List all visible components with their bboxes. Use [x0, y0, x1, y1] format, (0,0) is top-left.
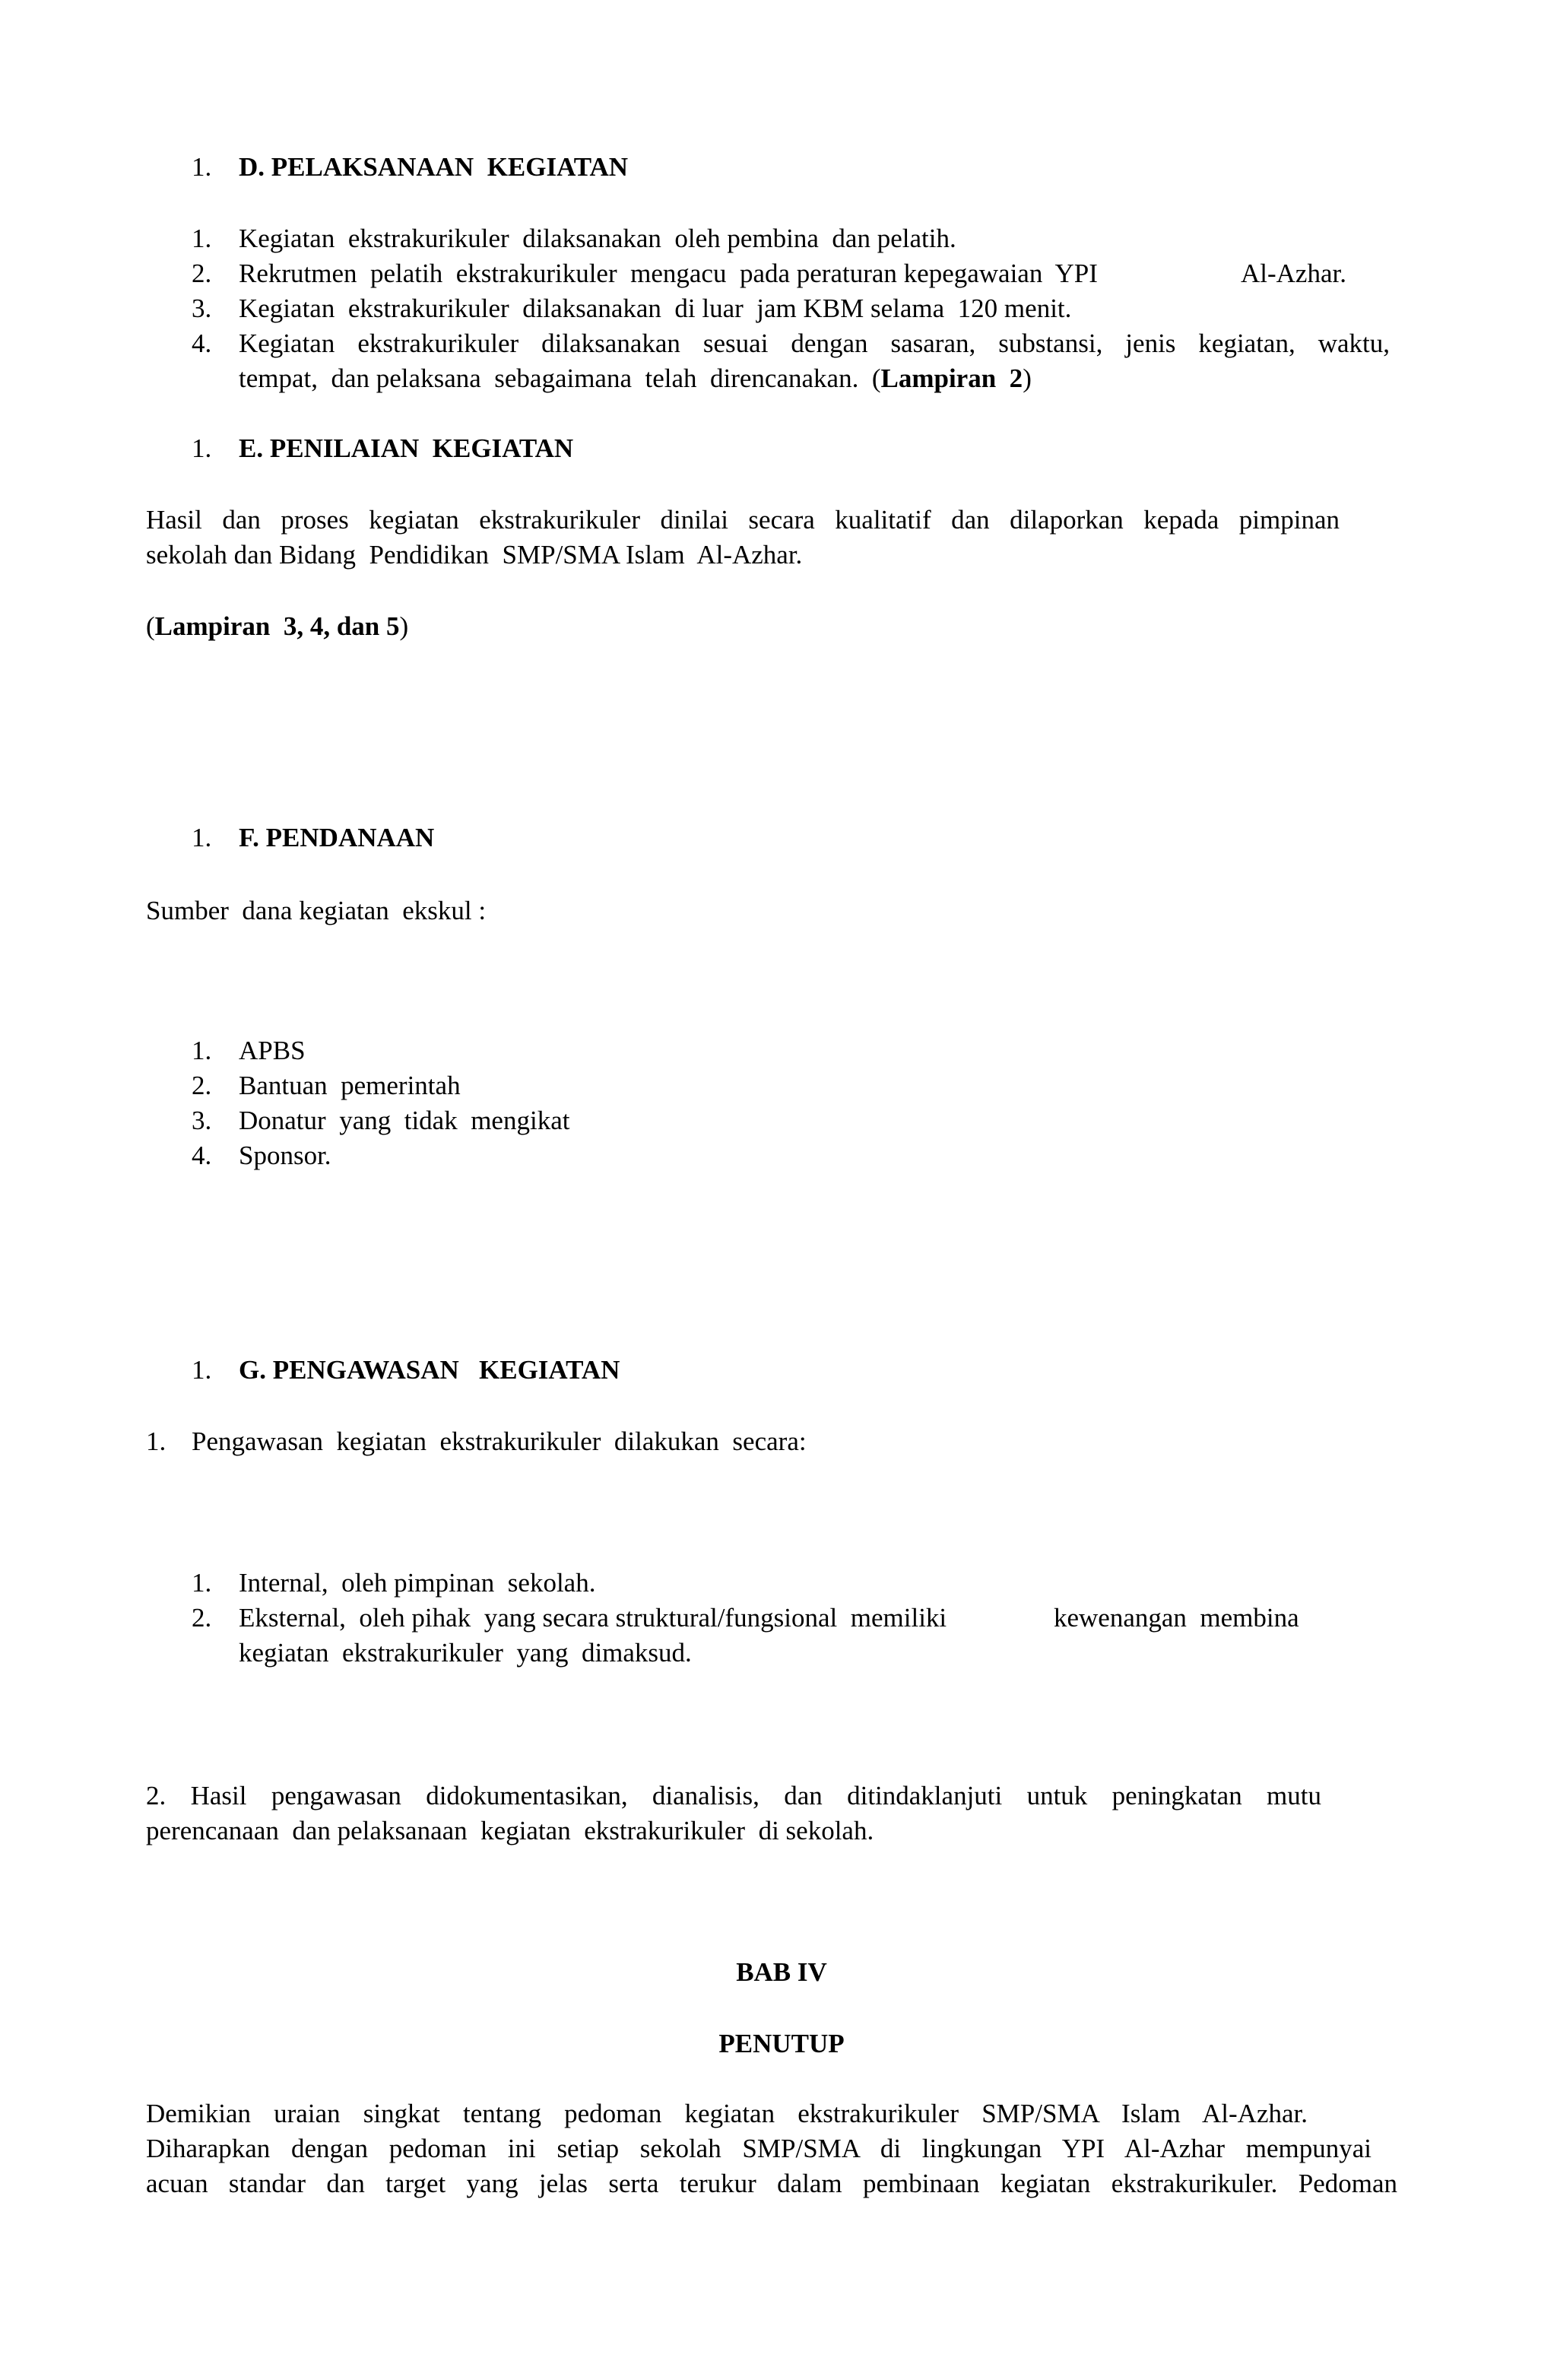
- paren-open: (: [146, 611, 155, 641]
- paragraph-line: 2. Hasil pengawasan didokumentasikan, dianalisis, dan ditindaklanjuti untuk peningkatan mutu: [146, 1781, 1321, 1810]
- list-item-continued: kewenangan membina: [1054, 1603, 1299, 1633]
- list-number: 3.: [192, 1106, 212, 1135]
- list-item: Kegiatan ekstrakurikuler dilaksanakan di luar jam KBM selama 120 menit.: [239, 294, 1072, 323]
- paragraph-line: acuan standar dan target yang jelas serta terukur dalam pembinaan kegiatan ekstrakurikuler. Pedoman: [146, 2169, 1397, 2198]
- list-item: Rekrutmen pelatih ekstrakurikuler mengacu pada peraturan kepegawaian YPI: [239, 259, 1098, 288]
- section-d-heading: D. PELAKSANAAN KEGIATAN: [239, 152, 629, 182]
- list-item: APBS: [239, 1036, 306, 1065]
- list-number: 2.: [192, 1071, 212, 1100]
- appendix-reference: Lampiran 2: [880, 363, 1023, 393]
- list-number: 1.: [146, 1426, 166, 1456]
- list-item: Donatur yang tidak mengikat: [239, 1106, 570, 1135]
- list-item-continued: kegiatan ekstrakurikuler yang dimaksud.: [239, 1638, 692, 1668]
- paragraph-line: Diharapkan dengan pedoman ini setiap sekolah SMP/SMA di lingkungan YPI Al-Azhar mempunyai: [146, 2134, 1371, 2163]
- paragraph-line: sekolah dan Bidang Pendidikan SMP/SMA Islam Al-Azhar.: [146, 540, 803, 570]
- list-item-continued: Al-Azhar.: [1241, 259, 1346, 288]
- list-number: 4.: [192, 328, 212, 358]
- list-item: Bantuan pemerintah: [239, 1071, 461, 1100]
- list-item: Sponsor.: [239, 1141, 331, 1170]
- list-number: 1.: [192, 224, 212, 253]
- list-number: 1.: [192, 1568, 212, 1598]
- list-number: 1.: [192, 1036, 212, 1065]
- list-item-text: tempat, dan pelaksana sebagaimana telah direncanakan. (: [239, 363, 881, 393]
- paragraph-line: perencanaan dan pelaksanaan kegiatan ekstrakurikuler di sekolah.: [146, 1816, 874, 1845]
- list-number: 2.: [192, 259, 212, 288]
- section-f-heading: F. PENDANAAN: [239, 823, 435, 852]
- list-item: Internal, oleh pimpinan sekolah.: [239, 1568, 596, 1598]
- section-g-heading: G. PENGAWASAN KEGIATAN: [239, 1355, 620, 1385]
- list-item: Kegiatan ekstrakurikuler dilaksanakan sesuai dengan sasaran, substansi, jenis kegiatan, waktu,: [239, 328, 1390, 358]
- paragraph-line: Demikian uraian singkat tentang pedoman kegiatan ekstrakurikuler SMP/SMA Islam Al-Azhar.: [146, 2099, 1308, 2128]
- paren-close: ): [1023, 363, 1032, 393]
- paragraph-line: Hasil dan proses kegiatan ekstrakurikuler dinilai secara kualitatif dan dilaporkan kepada pimpinan: [146, 505, 1340, 535]
- section-d-number: 1.: [192, 152, 212, 182]
- chapter-subtitle: PENUTUP: [718, 2029, 845, 2058]
- list-item: Pengawasan kegiatan ekstrakurikuler dilakukan secara:: [192, 1426, 807, 1456]
- section-e-heading: E. PENILAIAN KEGIATAN: [239, 433, 574, 463]
- appendix-note: [146, 610, 408, 643]
- list-item-continued: [239, 362, 1032, 395]
- paren-close: ): [399, 611, 409, 641]
- list-item: Kegiatan ekstrakurikuler dilaksanakan oleh pembina dan pelatih.: [239, 224, 956, 253]
- section-f-number: 1.: [192, 823, 212, 852]
- list-item: Eksternal, oleh pihak yang secara struktural/fungsional memiliki: [239, 1603, 947, 1633]
- section-e-number: 1.: [192, 433, 212, 463]
- appendix-reference: Lampiran 3, 4, dan 5: [154, 611, 400, 641]
- list-number: 4.: [192, 1141, 212, 1170]
- funding-intro: Sumber dana kegiatan ekskul :: [146, 896, 487, 925]
- list-number: 2.: [192, 1603, 212, 1633]
- chapter-title: BAB IV: [736, 1957, 827, 1987]
- list-number: 3.: [192, 294, 212, 323]
- section-g-number: 1.: [192, 1355, 212, 1385]
